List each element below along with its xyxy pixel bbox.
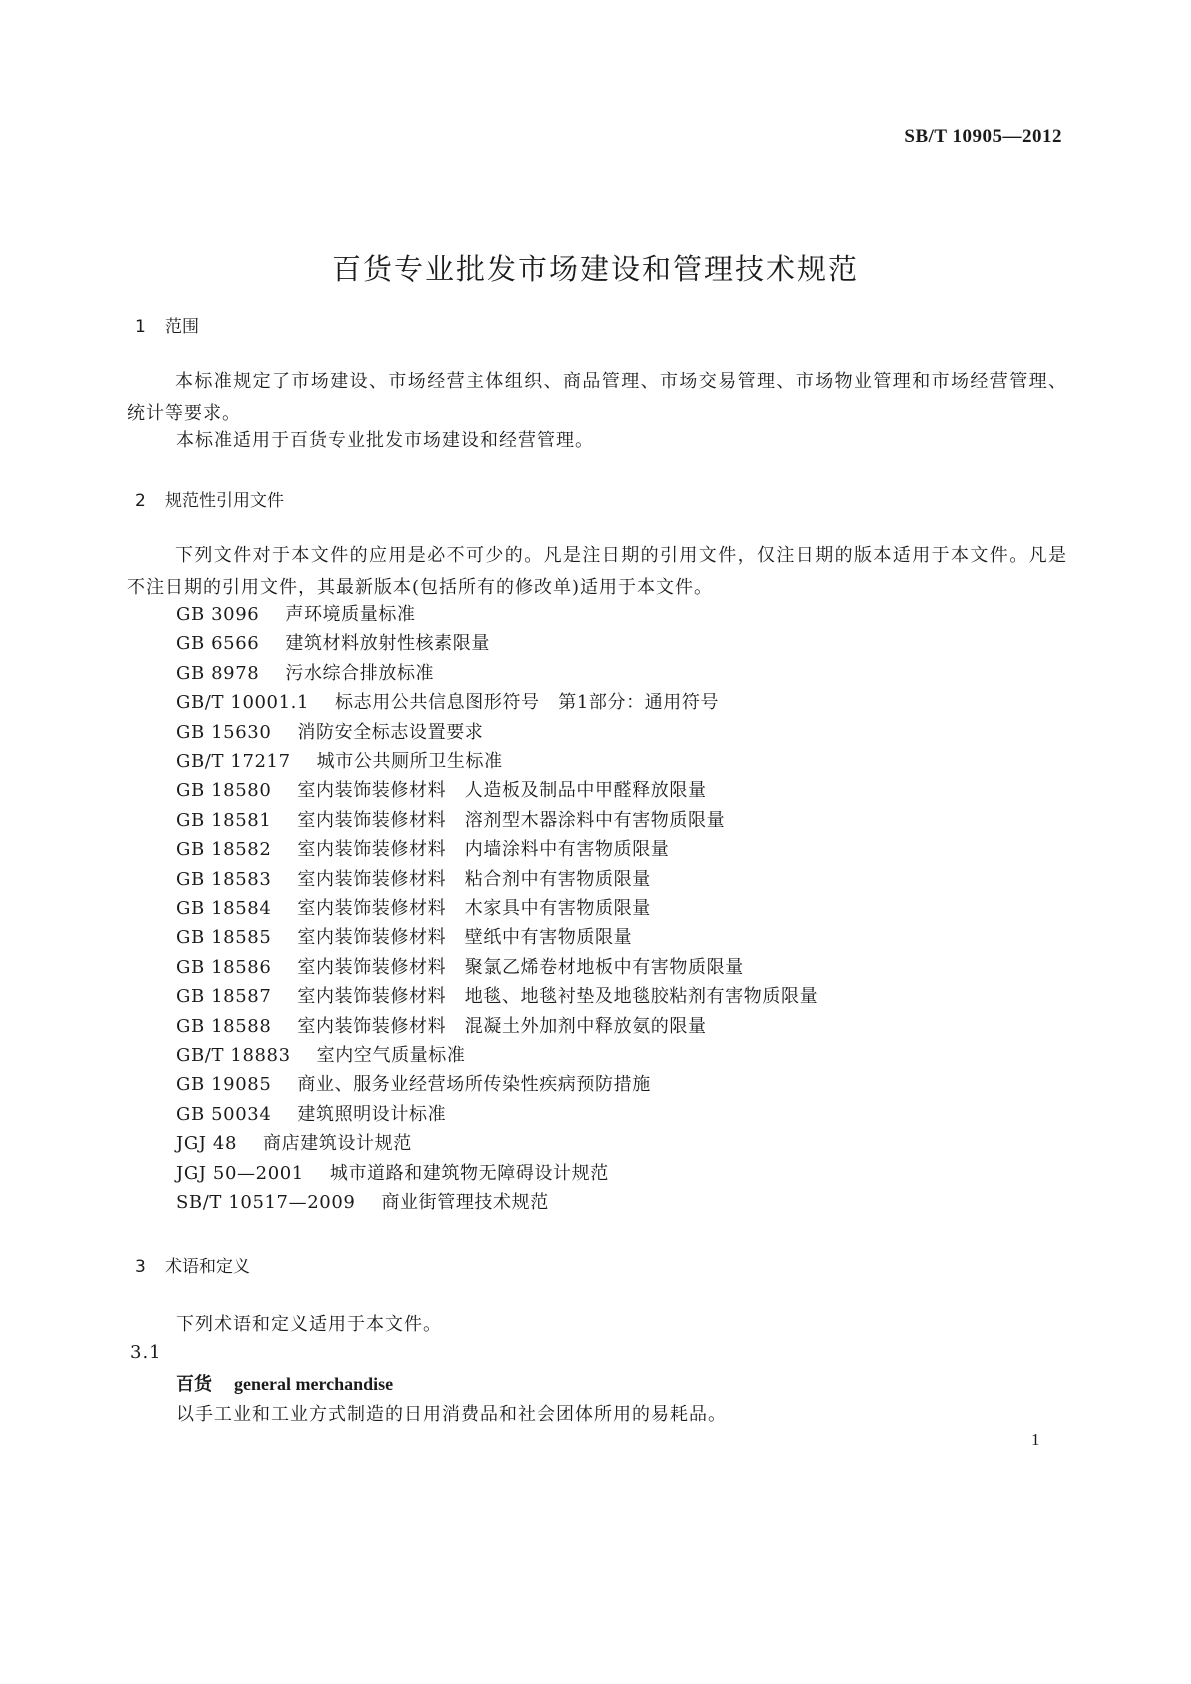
- references-intro: 下列文件对于本文件的应用是必不可少的。凡是注日期的引用文件，仅注日期的版本适用于本文件。凡是不注日期的引用文件，其最新版本(包括所有的修改单)适用于本文件。: [127, 545, 1067, 598]
- term-number: 3.1: [130, 1342, 162, 1363]
- term-definition: 以手工业和工业方式制造的日用消费品和社会团体所用的易耗品。: [176, 1404, 727, 1425]
- section-number: 3: [135, 1257, 146, 1277]
- reference-code: GB 18582: [176, 839, 272, 861]
- term-english: general merchandise: [234, 1374, 394, 1394]
- reference-title: 室内装饰装修材料 溶剂型木器涂料中有害物质限量: [297, 809, 726, 831]
- section-title: 术语和定义: [165, 1257, 250, 1277]
- reference-title: 商业、服务业经营场所传染性疾病预防措施: [297, 1074, 651, 1096]
- reference-item: [176, 923, 632, 949]
- reference-item: [176, 835, 669, 861]
- reference-title: 商业街管理技术规范: [381, 1192, 549, 1213]
- reference-code: GB 18588: [176, 1015, 272, 1037]
- reference-code: GB/T 17217: [176, 751, 291, 772]
- reference-code: GB 18584: [176, 898, 272, 919]
- reference-item: [176, 806, 725, 832]
- reference-item: [176, 1100, 446, 1126]
- reference-item: [176, 718, 483, 744]
- reference-title: 室内装饰装修材料 内墙涂料中有害物质限量: [297, 839, 670, 861]
- reference-item: [176, 982, 818, 1008]
- reference-item: [176, 1070, 651, 1096]
- reference-title: 室内装饰装修材料 混凝土外加剂中释放氨的限量: [297, 1015, 707, 1037]
- reference-item: [176, 1012, 707, 1038]
- reference-title: 室内装饰装修材料 壁纸中有害物质限量: [297, 927, 633, 949]
- page-number: 1: [1031, 1430, 1040, 1449]
- reference-code: GB/T 18883: [176, 1045, 291, 1066]
- reference-item: [176, 747, 503, 773]
- term-heading: [176, 1370, 393, 1396]
- reference-code: GB 18583: [176, 868, 272, 890]
- reference-item: [176, 1188, 549, 1214]
- reference-title: 室内装饰装修材料 木家具中有害物质限量: [297, 898, 651, 919]
- reference-item: [176, 776, 707, 802]
- reference-title: 建筑材料放射性核素限量: [285, 633, 490, 655]
- reference-item: [176, 894, 651, 920]
- reference-item: [176, 1159, 609, 1185]
- scope-paragraph-2: 本标准适用于百货专业批发市场建设和经营管理。: [176, 430, 594, 451]
- reference-code: GB 18587: [176, 986, 272, 1008]
- reference-code: GB 15630: [176, 721, 272, 743]
- reference-code: GB 3096: [176, 604, 260, 625]
- reference-title: 室内装饰装修材料 人造板及制品中甲醛释放限量: [297, 780, 707, 802]
- reference-title: 城市道路和建筑物无障碍设计规范: [329, 1162, 609, 1184]
- section-heading-scope: [135, 312, 199, 337]
- reference-code: GB 18581: [176, 809, 272, 831]
- reference-code: JGJ 50—2001: [176, 1162, 304, 1184]
- reference-title: 室内装饰装修材料 地毯、地毯衬垫及地毯胶粘剂有害物质限量: [297, 986, 819, 1008]
- section-title: 规范性引用文件: [165, 491, 284, 511]
- terms-intro: 下列术语和定义适用于本文件。: [176, 1314, 442, 1335]
- reference-title: 标志用公共信息图形符号 第1部分：通用符号: [335, 692, 720, 714]
- reference-title: 建筑照明设计标准: [297, 1103, 447, 1125]
- reference-code: GB 8978: [176, 662, 260, 684]
- section-number: 1: [135, 317, 146, 337]
- section-heading-references: [135, 486, 284, 511]
- reference-title: 室内空气质量标准: [316, 1045, 466, 1066]
- reference-title: 城市公共厕所卫生标准: [316, 751, 503, 772]
- reference-title: 消防安全标志设置要求: [297, 721, 484, 743]
- scope-paragraph-1: 本标准规定了市场建设、市场经营主体组织、商品管理、市场交易管理、市场物业管理和市场经营管理、统计等要求。: [127, 371, 1067, 424]
- section-title: 范围: [165, 317, 199, 337]
- reference-code: GB 18586: [176, 956, 272, 978]
- reference-code: GB 6566: [176, 633, 260, 655]
- reference-code: GB 18580: [176, 780, 272, 802]
- reference-code: GB/T 10001.1: [176, 692, 310, 714]
- reference-item: [176, 659, 434, 685]
- section-heading-terms: [135, 1252, 250, 1277]
- reference-code: GB 18585: [176, 927, 272, 949]
- reference-code: GB 19085: [176, 1074, 272, 1096]
- reference-item: [176, 600, 416, 626]
- reference-title: 室内装饰装修材料 聚氯乙烯卷材地板中有害物质限量: [297, 956, 744, 978]
- reference-item: [176, 1041, 465, 1067]
- reference-item: [176, 865, 651, 891]
- term-chinese: 百货: [176, 1374, 212, 1395]
- document-title: 百货专业批发市场建设和管理技术规范: [331, 252, 859, 287]
- reference-title: 声环境质量标准: [285, 604, 416, 625]
- reference-title: 商店建筑设计规范: [263, 1133, 412, 1155]
- reference-code: JGJ 48: [176, 1133, 238, 1155]
- reference-title: 污水综合排放标准: [285, 662, 435, 684]
- reference-item: [176, 688, 719, 714]
- reference-code: SB/T 10517—2009: [176, 1192, 356, 1213]
- reference-item: [176, 1129, 412, 1155]
- reference-item: [176, 953, 744, 979]
- section-number: 2: [135, 491, 146, 511]
- reference-code: GB 50034: [176, 1103, 272, 1125]
- reference-title: 室内装饰装修材料 粘合剂中有害物质限量: [297, 868, 651, 890]
- reference-item: [176, 629, 490, 655]
- standard-number: SB/T 10905—2012: [904, 126, 1062, 147]
